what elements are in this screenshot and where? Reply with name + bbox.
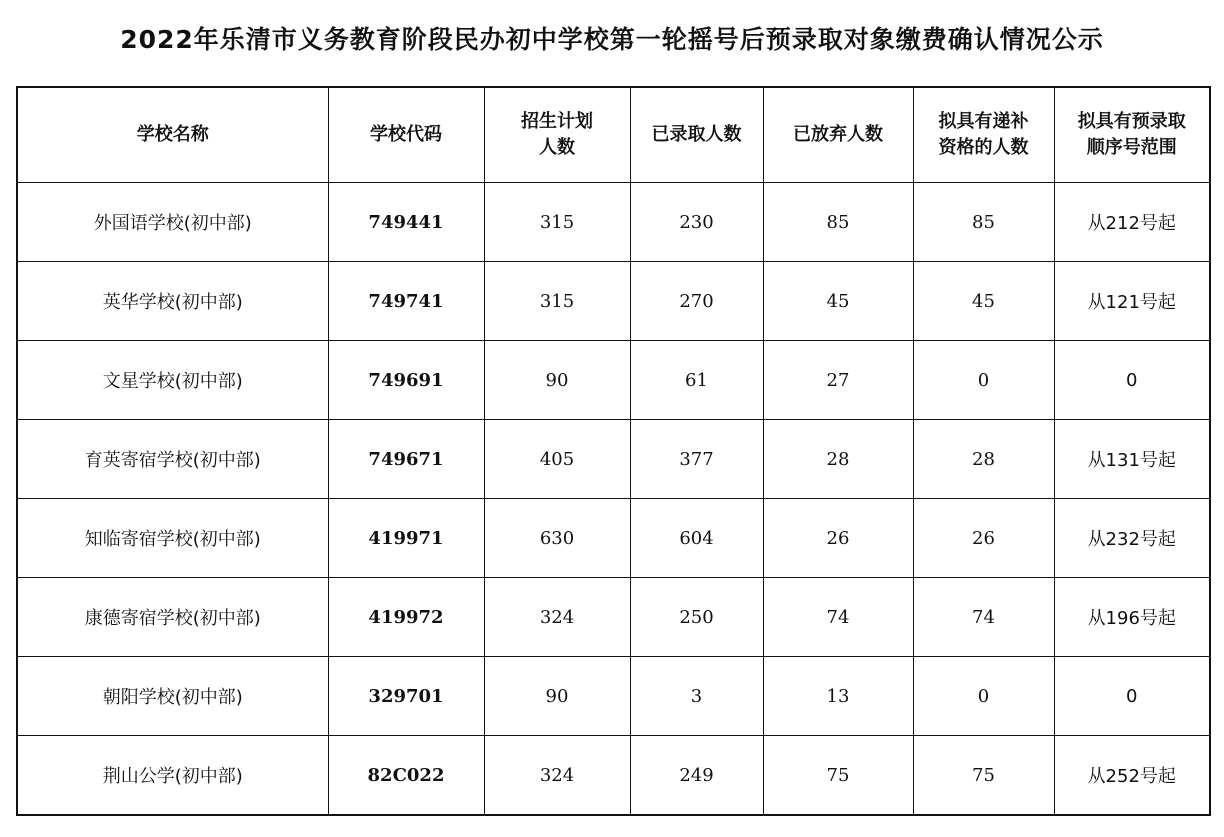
table-row: [17, 420, 1210, 499]
enrollment-plan-cell: 90: [484, 657, 630, 736]
admitted-cell: 61: [630, 341, 763, 420]
school-code-cell: 82C022: [328, 736, 484, 816]
header-line: 学校名称: [136, 124, 209, 145]
header-line: 拟具有递补: [938, 111, 1029, 132]
column-header-school-code: [328, 87, 484, 183]
substitute-count-cell: 0: [913, 657, 1054, 736]
enrollment-plan-cell: 324: [484, 578, 630, 657]
school-name-cell: 朝阳学校(初中部): [17, 657, 328, 736]
header-line: 拟具有预录取: [1077, 111, 1186, 132]
admitted-cell: 250: [630, 578, 763, 657]
table-row: [17, 341, 1210, 420]
school-code-cell: 749671: [328, 420, 484, 499]
admitted-cell: 604: [630, 499, 763, 578]
substitute-count-cell: 75: [913, 736, 1054, 816]
sequence-range-cell: 从131号起: [1054, 420, 1210, 499]
result-table: [16, 86, 1211, 816]
enrollment-plan-cell: 315: [484, 262, 630, 341]
abandoned-cell: 75: [763, 736, 913, 816]
substitute-count-cell: 0: [913, 341, 1054, 420]
column-header-enrollment-plan: [484, 87, 630, 183]
abandoned-cell: 45: [763, 262, 913, 341]
enrollment-plan-cell: 315: [484, 183, 630, 262]
school-code-cell: 749691: [328, 341, 484, 420]
sequence-range-cell: 从196号起: [1054, 578, 1210, 657]
abandoned-cell: 13: [763, 657, 913, 736]
table-row: [17, 262, 1210, 341]
sequence-range-cell: 从121号起: [1054, 262, 1210, 341]
sequence-range-cell: 从252号起: [1054, 736, 1210, 816]
school-name-cell: 外国语学校(初中部): [17, 183, 328, 262]
header-line: 顺序号范围: [1086, 137, 1177, 158]
column-header-admitted: [630, 87, 763, 183]
header-line: 已录取人数: [651, 124, 742, 145]
sequence-range-cell: 从212号起: [1054, 183, 1210, 262]
abandoned-cell: 28: [763, 420, 913, 499]
header-line: 已放弃人数: [793, 124, 883, 145]
substitute-count-cell: 26: [913, 499, 1054, 578]
header-line: 招生计划: [521, 111, 593, 132]
school-name-cell: 文星学校(初中部): [17, 341, 328, 420]
abandoned-cell: 27: [763, 341, 913, 420]
substitute-count-cell: 28: [913, 420, 1054, 499]
enrollment-plan-cell: 405: [484, 420, 630, 499]
school-code-cell: 329701: [328, 657, 484, 736]
admitted-cell: 230: [630, 183, 763, 262]
school-name-cell: 育英寄宿学校(初中部): [17, 420, 328, 499]
column-header-abandoned: [763, 87, 913, 183]
school-name-cell: 知临寄宿学校(初中部): [17, 499, 328, 578]
page-title: 2022年乐清市义务教育阶段民办初中学校第一轮摇号后预录取对象缴费确认情况公示: [120, 25, 1104, 54]
enrollment-plan-cell: 90: [484, 341, 630, 420]
header-row: [17, 87, 1210, 183]
admitted-cell: 3: [630, 657, 763, 736]
school-code-cell: 749741: [328, 262, 484, 341]
sequence-range-cell: 从232号起: [1054, 499, 1210, 578]
admitted-cell: 377: [630, 420, 763, 499]
header-line: 学校代码: [370, 124, 442, 145]
school-code-cell: 419971: [328, 499, 484, 578]
table-row: [17, 499, 1210, 578]
school-code-cell: 419972: [328, 578, 484, 657]
enrollment-plan-cell: 630: [484, 499, 630, 578]
table-row: [17, 736, 1210, 816]
sequence-range-cell: 0: [1054, 341, 1210, 420]
school-name-cell: 英华学校(初中部): [17, 262, 328, 341]
sequence-range-cell: 0: [1054, 657, 1210, 736]
column-header-school-name: [17, 87, 328, 183]
substitute-count-cell: 74: [913, 578, 1054, 657]
header-line: 人数: [539, 137, 575, 158]
table-row: [17, 183, 1210, 262]
abandoned-cell: 26: [763, 499, 913, 578]
abandoned-cell: 74: [763, 578, 913, 657]
table-row: [17, 578, 1210, 657]
abandoned-cell: 85: [763, 183, 913, 262]
school-code-cell: 749441: [328, 183, 484, 262]
enrollment-plan-cell: 324: [484, 736, 630, 816]
table-row: [17, 657, 1210, 736]
column-header-sequence-range: [1054, 87, 1210, 183]
substitute-count-cell: 85: [913, 183, 1054, 262]
substitute-count-cell: 45: [913, 262, 1054, 341]
column-header-substitute-count: [913, 87, 1054, 183]
school-name-cell: 荆山公学(初中部): [17, 736, 328, 816]
admitted-cell: 270: [630, 262, 763, 341]
admitted-cell: 249: [630, 736, 763, 816]
header-line: 资格的人数: [938, 137, 1029, 158]
school-name-cell: 康德寄宿学校(初中部): [17, 578, 328, 657]
